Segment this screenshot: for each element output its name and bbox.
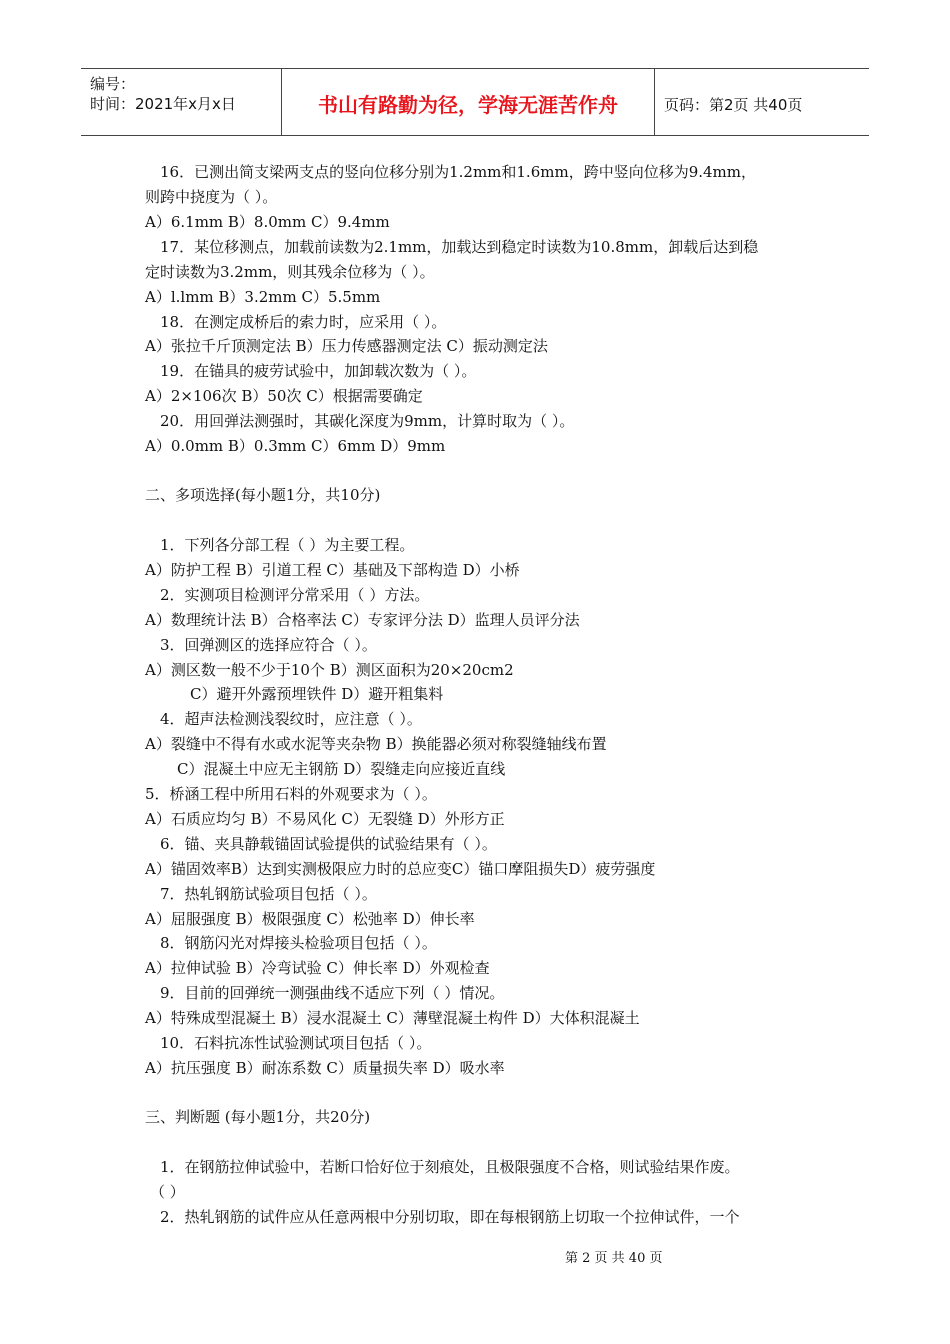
question-19-options: A）2×106次 B）50次 C）根据需要确定 [145,387,423,405]
mc-question-5-options: A）石质应均匀 B）不易风化 C）无裂缝 D）外形方正 [145,810,505,828]
header-page-info: 页码：第2页 共40页 [664,96,803,114]
mc-question-9-options: A）特殊成型混凝土 B）浸水混凝土 C）薄壁混凝土构件 D）大体积混凝土 [145,1009,640,1027]
question-18-options: A）张拉千斤顶测定法 B）压力传感器测定法 C）振动测定法 [145,337,548,355]
mc-question-4-options-b: C）混凝土中应无主钢筋 D）裂缝走向应接近直线 [177,760,506,778]
header-divider [654,69,655,135]
mc-question-6-options: A）锚固效率B）达到实测极限应力时的总应变C）锚口摩阻损失D）疲劳强度 [145,860,656,878]
mc-question-7-options: A）屈服强度 B）极限强度 C）松弛率 D）伸长率 [145,910,475,928]
section-heading-multiple-choice: 二、多项选择(每小题1分，共10分) [145,486,381,504]
mc-question-10: 10．石料抗冻性试验测试项目包括（ ）。 [160,1034,432,1052]
question-20-options: A）0.0mm B）0.3mm C）6mm D）9mm [145,437,446,455]
header-meta [81,69,281,135]
mc-question-3-options-b: C）避开外露预埋铁件 D）避开粗集料 [190,685,444,703]
header-motto: 书山有路勤为径，学海无涯苦作舟 [318,93,618,117]
question-16-options: A）6.1mm B）8.0mm C）9.4mm [145,213,390,231]
question-17-cont: 定时读数为3.2mm，则其残余位移为（ ）。 [145,263,435,281]
mc-question-8-options: A）拉伸试验 B）冷弯试验 C）伸长率 D）外观检查 [145,959,490,977]
question-19: 19．在锚具的疲劳试验中，加卸载次数为（ ）。 [160,362,477,380]
mc-question-2-options: A）数理统计法 B）合格率法 C）专家评分法 D）监理人员评分法 [145,611,580,629]
mc-question-3-options-a: A）测区数一般不少于10个 B）测区面积为20×20cm2 [145,661,514,679]
mc-question-1: 1．下列各分部工程（ ）为主要工程。 [160,536,415,554]
tf-question-1: 1．在钢筋拉伸试验中，若断口恰好位于刻痕处，且极限强度不合格，则试验结果作废。 [160,1158,740,1176]
question-17-options: A）l.lmm B）3.2mm C）5.5mm [145,288,381,306]
tf-question-2: 2．热轧钢筋的试件应从任意两根中分别切取，即在每根钢筋上切取一个拉伸试件，一个 [160,1208,740,1226]
mc-question-1-options: A）防护工程 B）引道工程 C）基础及下部构造 D）小桥 [145,561,520,579]
mc-question-4-options-a: A）裂缝中不得有水或水泥等夹杂物 B）换能器必须对称裂缝轴线布置 [145,735,607,753]
question-16: 16．已测出简支梁两支点的竖向位移分别为1.2mm和1.6mm，跨中竖向位移为9.4mm， [160,163,756,181]
doc-time-label: 时间：2021年x月x日 [90,95,236,113]
mc-question-3: 3．回弹测区的选择应符合（ ）。 [160,636,377,654]
question-20: 20．用回弹法测强时，其碳化深度为9mm，计算时取为（ ）。 [160,412,575,430]
question-16-cont: 则跨中挠度为（ ）。 [145,188,278,206]
page-header [81,68,869,136]
question-18: 18．在测定成桥后的索力时，应采用（ ）。 [160,313,447,331]
mc-question-5: 5．桥涵工程中所用石料的外观要求为（ ）。 [145,785,437,803]
section-heading-true-false: 三、判断题 (每小题1分，共20分) [145,1108,371,1126]
mc-question-2: 2．实测项目检测评分常采用（ ）方法。 [160,586,430,604]
mc-question-10-options: A）抗压强度 B）耐冻系数 C）质量损失率 D）吸水率 [145,1059,505,1077]
question-17: 17．某位移测点，加载前读数为2.1mm，加载达到稳定时读数为10.8mm，卸载后达到稳 [160,238,759,256]
mc-question-8: 8．钢筋闪光对焊接头检验项目包括（ ）。 [160,934,437,952]
doc-number-label: 编号： [90,75,136,93]
tf-question-1-blank: （ ） [150,1183,185,1201]
page-footer: 第 2 页 共 40 页 [565,1251,663,1266]
mc-question-6: 6．锚、夹具静载锚固试验提供的试验结果有（ ）。 [160,835,497,853]
mc-question-9: 9．目前的回弹统一测强曲线不适应下列（ ）情况。 [160,984,505,1002]
mc-question-4: 4．超声法检测浅裂纹时，应注意（ ）。 [160,710,422,728]
mc-question-7: 7．热轧钢筋试验项目包括（ ）。 [160,885,377,903]
